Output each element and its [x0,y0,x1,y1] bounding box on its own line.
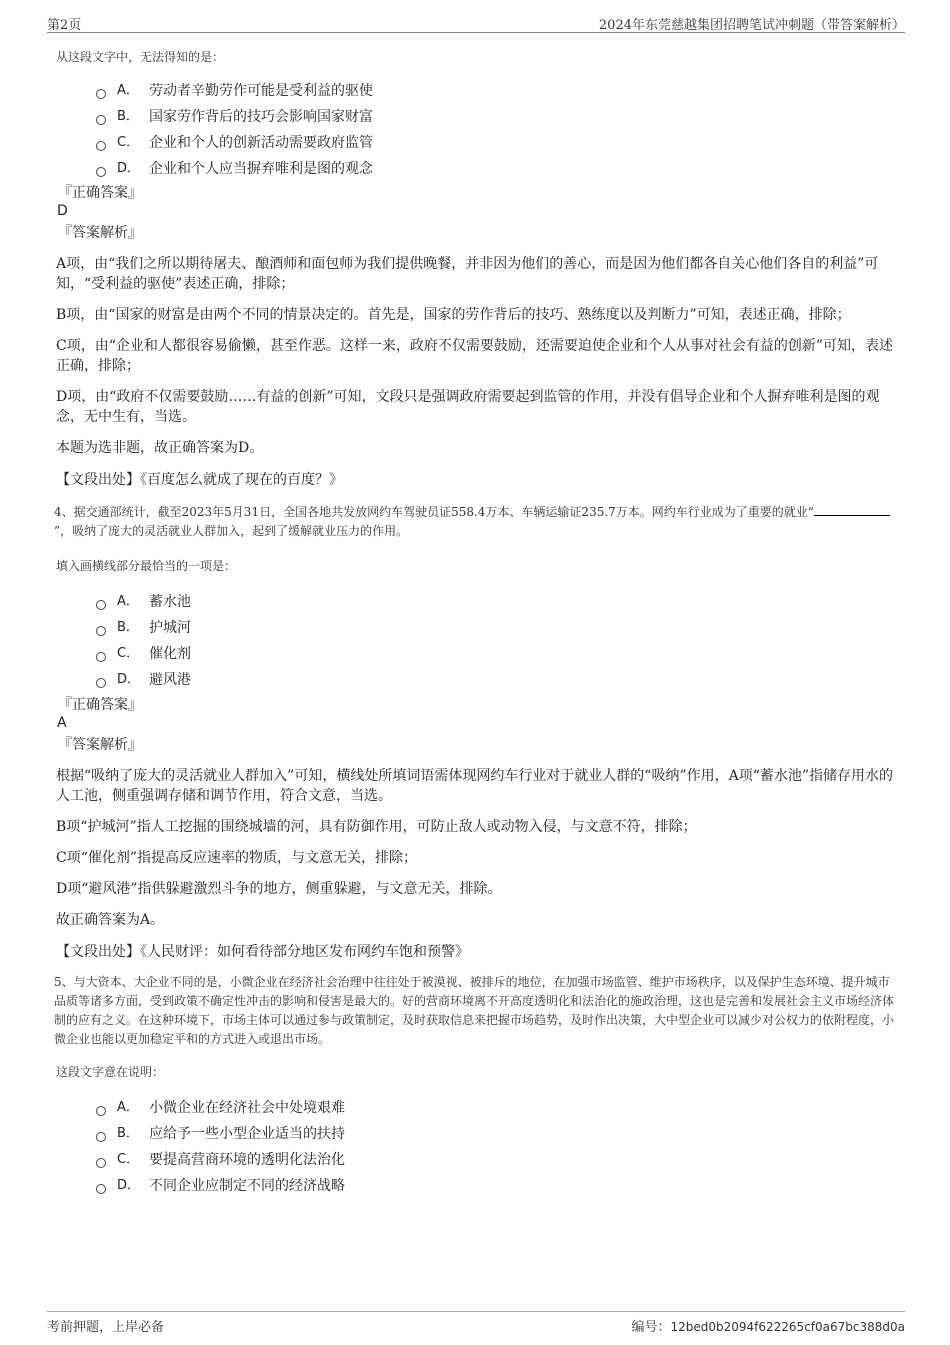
q3-source: 【文段出处】《百度怎么就成了现在的百度？》 [56,472,343,488]
document-title: 2024年东莞慈越集团招聘笔试冲刺题（带答案解析） [598,18,905,33]
q3-options [56,78,896,182]
q3-option-b[interactable]: B． 国家劳作背后的技巧会影响国家财富 [96,104,896,130]
radio-icon[interactable] [96,678,106,688]
q3-analysis-a: A项，由“我们之所以期待屠夫、酿酒师和面包师为我们提供晚餐，并非因为他们的善心，而是因为他们都各自关心他们各自的利益”可知，“受利益的驱使”表述正确，排除； [56,256,879,292]
q4-analysis-d: D项“避风港”指供躲避激烈斗争的地方，侧重躲避，与文意无关，排除。 [56,881,502,897]
q3-analysis-d: D项，由“政府不仅需要鼓励……有益的创新”可知，文段只是强调政府需要起到监管的作用，并没有倡导企业和个人摒弃唯利是图的观念，无中生有，当选。 [56,389,880,425]
q4-source: 【文段出处】《人民财评：如何看待部分地区发布网约车饱和预警》 [56,944,469,960]
q4-stem: 4、据交通部统计，截至2023年5月31日，全国各地共发放网约车驾驶员证558.4万本、车辆运输证235.7万本。网约车行业成为了重要的就业“”，吸纳了庞大的灵活就业人群加入，起到了缓解就业压力的作用。 [54,503,896,541]
radio-icon[interactable] [96,652,106,662]
radio-icon[interactable] [96,600,106,610]
q3-option-c[interactable]: C． 企业和个人的创新活动需要政府监管 [96,130,896,156]
radio-icon[interactable] [96,1184,106,1194]
radio-icon[interactable] [96,1132,106,1142]
q3-analysis-c: C项，由“企业和人都很容易偷懒，甚至作恶。这样一来，政府不仅需要鼓励，还需要迫使企业和个人从事对社会有益的创新”可知，表述正确，排除； [56,338,894,374]
q4-options [56,589,896,693]
radio-icon[interactable] [96,1106,106,1116]
radio-icon[interactable] [96,1158,106,1168]
answer-blank [814,503,890,516]
page-header [47,12,905,33]
radio-icon[interactable] [96,167,106,177]
q3-option-a[interactable]: A． 劳动者辛勤劳作可能是受利益的驱使 [96,78,896,104]
q4-option-b[interactable]: B． 护城河 [96,615,896,641]
q3-conclusion: 本题为选非题，故正确答案为D。 [56,440,264,456]
code-value: 12bed0b2094f622265cf0a67bc388d0a [670,1320,905,1334]
q4-answer: A [57,715,67,731]
q5-option-b[interactable]: B． 应给予一些小型企业适当的扶持 [96,1121,896,1147]
q4-analysis-label: 『答案解析』 [58,737,142,753]
radio-icon[interactable] [96,89,106,99]
q5-stem: 5、与大资本、大企业不同的是，小微企业在经济社会治理中往往处于被漠视、被排斥的地位，在加强市场监管、维护市场秩序，以及保护生态环境、提升城市品质等诸多方面，受到政策不确定性冲击的影响和侵害是最大的。好的营商环境离不开高度透明化和法治化的施政治理，这也是完善和发展社会主义市场经济体制的应有之义。在这种环境下，市场主体可以通过参与政策制定，及时获取信息来把握市场趋势，及时作出决策，大中型企业可以减少对公权力的依附程度，小微企业也能以更加稳定平和的方式进入或退出市场。 [54,975,895,1046]
q4-option-a[interactable]: A． 蓄水池 [96,589,896,615]
q4-answer-label: 『正确答案』 [58,697,142,713]
q3-prompt: 从这段文字中，无法得知的是： [56,50,225,64]
q3-answer-label: 『正确答案』 [58,185,142,201]
q4-conclusion: 故正确答案为A。 [56,912,165,928]
q4-option-c[interactable]: C． 催化剂 [96,641,896,667]
code-label: 编号： [631,1320,671,1335]
q3-analysis-b: B项，由“国家的财富是由两个不同的情景决定的。首先是，国家的劳作背后的技巧、熟练度以及判断力”可知，表述正确，排除； [56,307,851,323]
page-content [56,44,896,1199]
radio-icon[interactable] [96,115,106,125]
q3-analysis-label: 『答案解析』 [58,225,142,241]
q4-analysis-b: B项“护城河”指人工挖掘的围绕城墙的河，具有防御作用，可防止敌人或动物入侵，与文意不符，排除； [56,819,697,835]
radio-icon[interactable] [96,141,106,151]
q4-analysis-main: 根据“吸纳了庞大的灵活就业人群加入”可知，横线处所填词语需体现网约车行业对于就业人群的“吸纳”作用，A项“蓄水池”指储存用水的人工池，侧重强调存储和调节作用，符合文意，当选。 [56,768,894,804]
q4-analysis-c: C项“催化剂”指提高反应速率的物质，与文意无关，排除； [56,850,418,866]
document-code [631,1316,905,1335]
q3-option-d[interactable]: D． 企业和个人应当摒弃唯利是图的观念 [96,156,896,182]
q3-answer: D [57,203,68,219]
page-number: 第2页 [47,18,82,33]
q5-option-d[interactable]: D． 不同企业应制定不同的经济战略 [96,1173,896,1199]
q4-prompt: 填入画横线部分最恰当的一项是： [56,559,237,573]
q5-prompt: 这段文字意在说明： [56,1065,165,1079]
q5-option-c[interactable]: C． 要提高营商环境的透明化法治化 [96,1147,896,1173]
q5-options [56,1095,896,1199]
q4-option-d[interactable]: D． 避风港 [96,667,896,693]
q5-option-a[interactable]: A． 小微企业在经济社会中处境艰难 [96,1095,896,1121]
page-footer [47,1311,905,1334]
radio-icon[interactable] [96,626,106,636]
footer-slogan: 考前押题，上岸必备 [47,1320,165,1335]
